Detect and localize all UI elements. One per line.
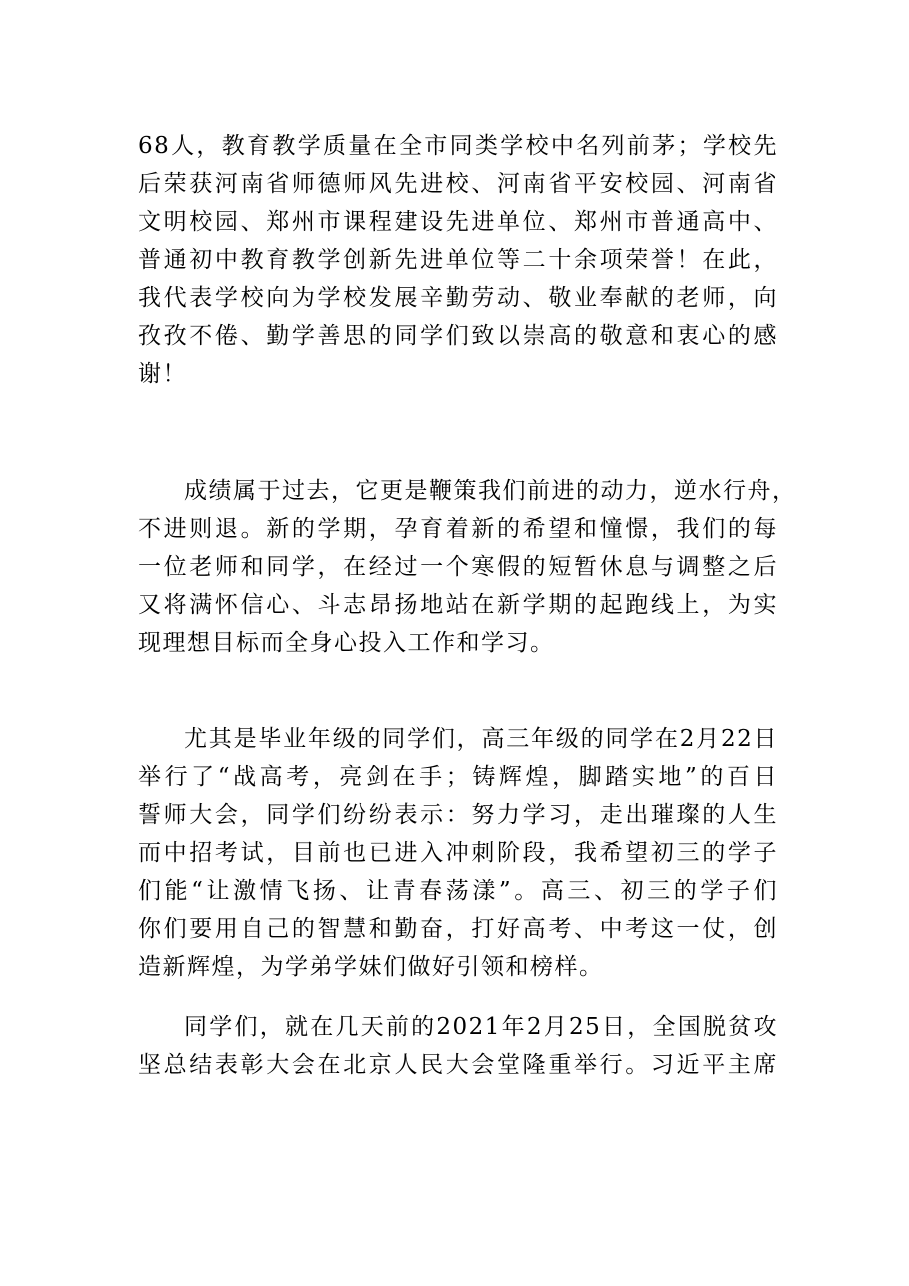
text-line: 我代表学校向为学校发展辛勤劳动、敬业奉献的老师，向 — [138, 285, 778, 311]
text-line: 你们要用自己的智慧和勤奋，打好高考、中考这一仗，创 — [138, 916, 778, 942]
text-line: 后荣获河南省师德师风先进校、河南省平安校园、河南省 — [138, 171, 778, 197]
paragraph-3 — [138, 720, 778, 986]
text-line: 尤其是毕业年级的同学们，高三年级的同学在2月22日 — [184, 726, 778, 752]
text-line: 谢！ — [138, 361, 187, 387]
text-line: 孜孜不倦、勤学善思的同学们致以崇高的敬意和衷心的感 — [138, 323, 778, 349]
text-line: 不进则退。新的学期，孕育着新的希望和憧憬，我们的每 — [138, 516, 778, 542]
text-line: 又将满怀信心、斗志昂扬地站在新学期的起跑线上，为实 — [138, 592, 778, 618]
text-line: 誓师大会，同学们纷纷表示：努力学习，走出璀璨的人生 — [138, 802, 778, 828]
paragraph-1 — [138, 127, 778, 393]
text-line: 现理想目标而全身心投入工作和学习。 — [138, 630, 555, 656]
text-line: 68人，教育教学质量在全市同类学校中名列前茅；学校先 — [138, 133, 778, 159]
text-line: 举行了“战高考，亮剑在手；铸辉煌，脚踏实地”的百日 — [138, 764, 778, 790]
text-line: 们能“让激情飞扬、让青春荡漾”。高三、初三的学子们 — [138, 878, 778, 904]
text-line: 坚总结表彰大会在北京人民大会堂隆重举行。习近平主席 — [138, 1052, 778, 1078]
text-line: 造新辉煌，为学弟学妹们做好引领和榜样。 — [138, 954, 604, 980]
text-line: 同学们，就在几天前的2021年2月25日，全国脱贫攻 — [184, 1014, 778, 1040]
text-line: 而中招考试，目前也已进入冲刺阶段，我希望初三的学子 — [138, 840, 778, 866]
text-line: 成绩属于过去，它更是鞭策我们前进的动力，逆水行舟， — [184, 478, 797, 504]
text-line: 文明校园、郑州市课程建设先进单位、郑州市普通高中、 — [138, 209, 778, 235]
text-line: 一位老师和同学，在经过一个寒假的短暂休息与调整之后 — [138, 554, 778, 580]
text-line: 普通初中教育教学创新先进单位等二十余项荣誉！在此， — [138, 247, 778, 273]
paragraph-4 — [138, 1008, 778, 1084]
paragraph-2 — [138, 472, 797, 662]
